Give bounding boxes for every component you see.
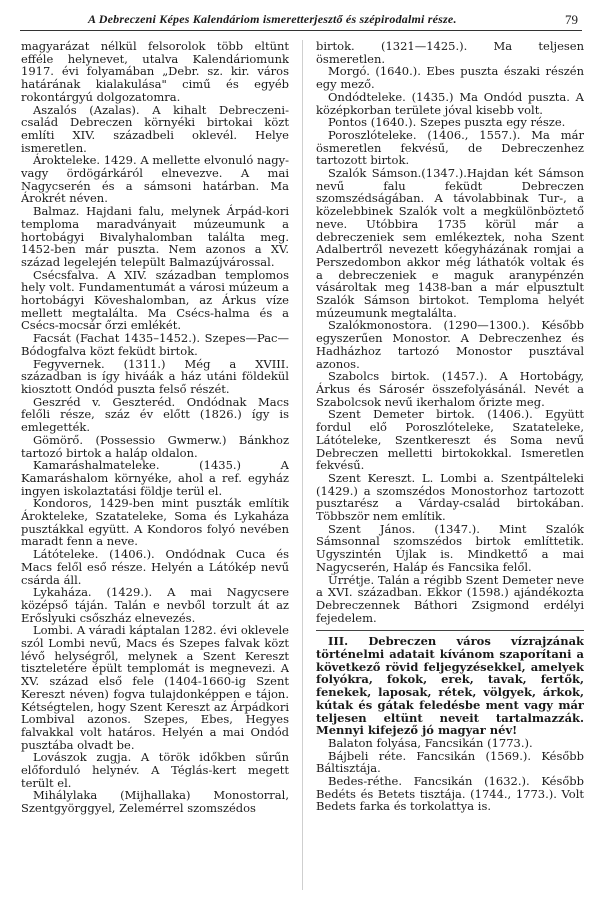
paragraph: Csécsfalva. A XIV. században templomos hely volt. Fundamentumát a városi múzeum a hortobágyi Köveshalomban, az Árkus víze mellett megtalálta. Ma Csécs-halma és a Csécs-mocsár őrzi emlékét. (21, 267, 289, 333)
header-divider (20, 30, 582, 31)
right-column (316, 40, 584, 890)
paragraph: Fegyvernek. (1311.) Még a XVIII. században is így hiváák a ház utáni földekül kiosztott Ondód puszta felső részét. (21, 356, 289, 396)
section-intro: III. Debreczen város vízrajzának történelmi adatait kívánom szaporítani a következő rövid feljegyzésekkel, amelyek folyókra, fokok, erek, tavak, fertők, fenekek, laposak, rétek, völgyek, árkok, kútak és gátak feledésbe ment vagy már teljesen eltünt neveit tartalmazzák. Mennyi kifejező jó magyar név! (316, 634, 584, 738)
paragraph: Szent Kereszt. L. Lombi a. Szentpálteleki (1429.) a szomszédos Monostorhoz tartozott pusztarész a Várday-család birtokában. Többször nem említik. (316, 470, 584, 524)
paragraph: Szalókmonostora. (1290—1300.). Később egyszerűen Monostor. A Debreczenhez és Hadházhoz tartozó Monostor pusztával azonos. (316, 318, 584, 371)
running-title: A Debreczeni Képes Kalendáriom ismeretterjesztő és szépirodalmi része. (88, 12, 457, 26)
paragraph: birtok. (1321—1425.). Ma teljesen ösmeretlen. (316, 40, 584, 66)
paragraph: Szabolcs birtok. (1457.). A Hortobágy, Árkus és Sárosér összefolyásánál. Nevét a Szabolcsok nevű ikerhalom őrizte meg. (316, 369, 584, 409)
paragraph: Morgó. (1640.). Ebes puszta északi részén egy mező. (316, 64, 584, 92)
paragraph: Bájbeli réte. Fancsikán (1569.). Később Báltisztája. (316, 748, 584, 776)
section-divider (316, 630, 584, 631)
paragraph: Bedes-réthe. Fancsikán (1632.). Később Bedéts és Betets tisztája. (1744., 1773.). Volt Bedets farka és torkolattya is. (316, 774, 584, 814)
paragraph: Facsát (Fachat 1435–1452.). Szepes—Pac—Bódogfalva közt feküdt birtok. (21, 331, 289, 358)
paragraph: Balaton folyása, Fancsikán (1773.). (328, 735, 533, 750)
paragraph: Kamaráshalmateleke. (1435.) A Kamaráshalom környéke, ahol a ref. egyház ingyen iskolaztatási földje terül el. (21, 458, 289, 498)
paragraph: Poroszlóteleke. (1406., 1557.). Ma már ösmeretlen fekvésű, de Debreczenhez tartozott birtok. (316, 127, 584, 168)
left-column (21, 40, 289, 890)
paragraph: Geszréd v. Geszteréd. Ondódnak Macs felőli része, száz év előtt (1826.) így is emlegették. (21, 394, 289, 435)
page-number: 79 (565, 12, 578, 27)
paragraph: Szent Demeter birtok. (1406.). Együtt fordul elő Poroszlóteleke, Szatateleke, Látóteleke, Szentkereszt és Soma nevű Debreczen melletti birtokokkal. Ismeretlen fekvésű. (316, 407, 584, 473)
paragraph: Ürrétje. Talán a régibb Szent Demeter neve a XVI. században. Ekkor (1598.) ajándékozta Debreczennek Báthori Zsigmond erdélyi fejedelem. (316, 572, 584, 625)
paragraph: Mihálylaka (Mijhallaka) Monostorral, Szentgyörggyel, Zelemérrel szomszédos (21, 788, 289, 816)
paragraph: Gömörő. (Possessio Gwmerw.) Bánkhoz tartozó birtok a haláp oldalon. (21, 432, 289, 460)
paragraph: Látóteleke. (1406.). Ondódnak Cuca és Macs felől eső része. Helyén a Látókép nevű csárda áll. (21, 547, 289, 587)
paragraph: Kondoros, 1429-ben mint puszták említik Árokteleke, Szatateleke, Soma és Lykaháza pusztákkal együtt. A Kondoros folyó nevében maradt fenn a neve. (21, 496, 289, 549)
paragraph: Szent János. (1347.). Mint Szalók Sámsonnal szomszédos birtok említtetik. Ugyszintén Újlak is. Mindkettő a mai Nagycserén, Haláp és Fancsika felől. (316, 521, 584, 574)
column-divider (302, 40, 303, 890)
page-header (0, 0, 602, 36)
paragraph: Szalók Sámson.(1347.).Hajdan két Sámson nevű falu feküdt Debreczen szomszédságában. A távolabbinak Tur-, a közelebbinek Szalók volt a megkülönböztető neve. Utóbbira 1735 körül már a debreczeniek sem emlékeztek, noha Szent Adalbertről nevezett kőegyházának romjai a Perszedombon akkor még láthatók voltak és a debreczeniek e maguk aranypénzén vásároltak meg 1438-ban a már elpusztult Szalók Sámson birtokot. Temploma helyét múzeumunk megtalálta. (316, 166, 584, 320)
paragraph: Lovászok zugja. A török időkben sűrűn előforduló helynév. A Téglás-kert megett terült el. (21, 750, 289, 790)
paragraph: Ondódteleke. (1435.) Ma Ondód puszta. A középkorban területe jóval kisebb volt. (316, 89, 584, 117)
paragraph: Pontos (1640.). Szepes puszta egy része. (328, 115, 566, 130)
paragraph: Balmaz. Hajdani falu, melynek Árpád-kori temploma maradványait múzeumunk a hortobágyi Bivalyhalomban találta meg. 1452-ben már puszta. Nem azonos a XV. század legelején települt Balmazújvárossal. (21, 204, 289, 269)
paragraph: magyarázat nélkül felsorolok több eltünt efféle helynevet, utalva Kalendáriomunk 1917. évi folyamában „Debr. sz. kir. város határának kialakulása" cimű és egyéb rokontárgyú dolgozatomra. (21, 40, 289, 104)
paragraph: Lombi. A váradi káptalan 1282. évi oklevele szól Lombi nevű, Macs és Szepes falvak közt lévő helységről, melynek a Szent Kereszt tiszteletére épült templomát is megnevezi. A XV. század első fele (1404-1660-ig Szent Kereszt néven) fogva tulajdonképpen e tájon. Kétségtelen, hogy Szent Kereszt az Árpádkori Lombival azonos. Szepes, Ebes, Hegyes falvakkal volt határos. Helyén a mai Ondód pusztába olvadt be. (21, 623, 289, 752)
paragraph: Aszalós (Azalas). A kihalt Debreczeni-család Debreczen környéki birtokai közt említi XIV. századbeli oklevél. Helye ismeretlen. (21, 102, 289, 155)
paragraph: Lykaháza. (1429.). A mai Nagycsere középső táján. Talán e nevből torzult át az Erőslyuki csőszház elnevezés. (21, 585, 289, 625)
paragraph: Árokteleke. 1429. A mellette elvonuló nagy- vagy ördögárkáról elnevezve. A mai Nagycserén és a sámsoni határban. Ma Árokrét néven. (21, 153, 289, 206)
